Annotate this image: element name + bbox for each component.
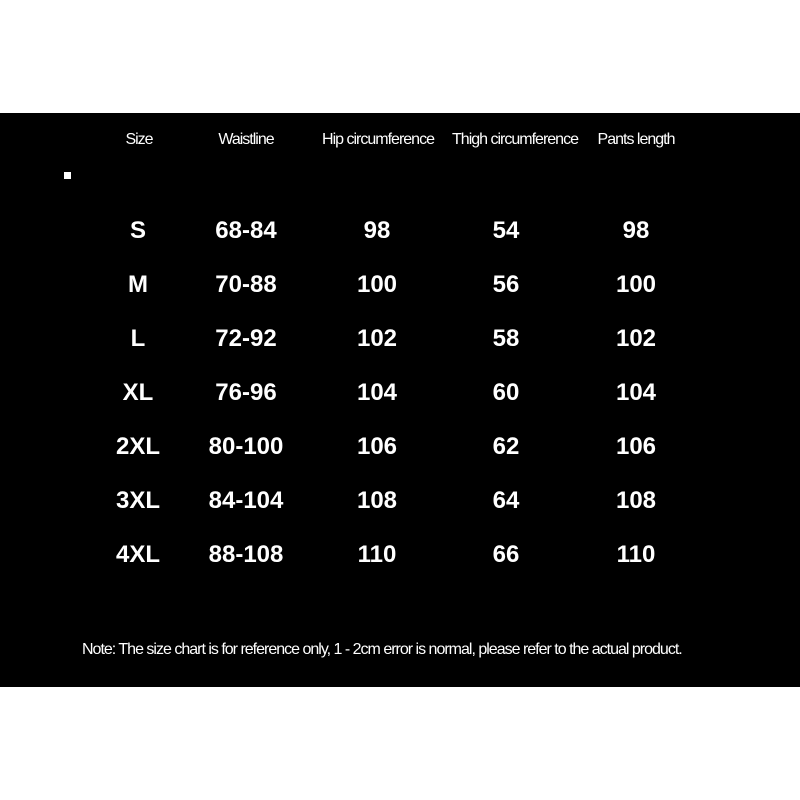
cell-hip: 102 [356, 325, 398, 352]
cell-waistline: 80-100 [208, 433, 284, 460]
header-hip-circumference: Hip circumference [322, 131, 434, 148]
size-note: Note: The size chart is for reference only, 1 - 2cm error is normal, please refer to the actual product. [82, 641, 682, 658]
cell-hip: 98 [363, 217, 391, 244]
cell-size: 3XL [115, 487, 161, 514]
size-chart-panel [0, 113, 800, 687]
cell-hip: 108 [356, 487, 398, 514]
cell-pants-length: 102 [615, 325, 657, 352]
cell-size: L [130, 325, 146, 352]
header-size: Size [125, 131, 153, 148]
cell-waistline: 68-84 [215, 217, 277, 244]
cell-thigh: 56 [492, 271, 520, 298]
cell-pants-length: 98 [622, 217, 650, 244]
table-row [0, 321, 800, 357]
table-row [0, 267, 800, 303]
cell-thigh: 62 [492, 433, 520, 460]
cell-pants-length: 106 [615, 433, 657, 460]
header-waistline: Waistline [218, 131, 274, 148]
bullet-square-icon [64, 172, 71, 179]
cell-pants-length: 110 [616, 541, 656, 568]
cell-waistline: 84-104 [208, 487, 284, 514]
cell-thigh: 66 [492, 541, 520, 568]
cell-hip: 110 [357, 541, 397, 568]
table-row [0, 429, 800, 465]
cell-hip: 100 [356, 271, 398, 298]
cell-thigh: 64 [492, 487, 520, 514]
table-row [0, 213, 800, 249]
cell-waistline: 88-108 [208, 541, 284, 568]
cell-waistline: 76-96 [215, 379, 277, 406]
cell-size: 2XL [115, 433, 161, 460]
cell-waistline: 70-88 [215, 271, 277, 298]
header-thigh-circumference: Thigh circumference [452, 131, 578, 148]
cell-hip: 104 [356, 379, 398, 406]
cell-pants-length: 108 [615, 487, 657, 514]
cell-size: 4XL [115, 541, 161, 568]
header-pants-length: Pants length [597, 131, 675, 148]
table-row [0, 375, 800, 411]
table-row [0, 483, 800, 519]
cell-size: M [128, 271, 148, 298]
cell-size: S [129, 217, 147, 244]
cell-thigh: 60 [492, 379, 520, 406]
cell-waistline: 72-92 [215, 325, 277, 352]
table-row [0, 537, 800, 573]
cell-thigh: 54 [492, 217, 520, 244]
cell-pants-length: 100 [615, 271, 657, 298]
cell-thigh: 58 [492, 325, 520, 352]
cell-hip: 106 [356, 433, 398, 460]
cell-size: XL [122, 379, 154, 406]
cell-pants-length: 104 [615, 379, 657, 406]
